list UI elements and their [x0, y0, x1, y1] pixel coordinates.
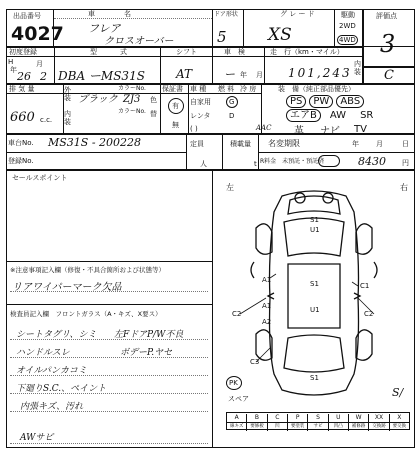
legend-code-x: X [397, 413, 402, 421]
type-value: DBA ーMS31S [58, 69, 145, 83]
doors-box [212, 9, 244, 47]
mileage-value: 101,243 [288, 66, 352, 80]
reg-label: 登録No. [8, 157, 34, 165]
inspector-line-6: AWサビ [20, 433, 54, 443]
fuel-label: 燃 料 [218, 85, 235, 93]
inspector-line-2-left: ハンドルスレ [16, 348, 70, 358]
legend-code-c: C [268, 414, 288, 422]
inspector-rule-1 [10, 339, 208, 340]
drive-box [334, 9, 363, 47]
sales-label: セールスポイント [12, 174, 68, 182]
color-no-label-2: カラーNo. [118, 108, 146, 115]
displacement-label: 排 気 量 [9, 85, 35, 93]
color-no-label: カラーNo. [118, 85, 146, 92]
inspector-line-1-left: シートタグリ、シミ [16, 330, 97, 340]
mark-s1-hood: S1 [310, 216, 319, 224]
row4-mid-line [6, 152, 186, 153]
interior-label: 内装 [354, 60, 361, 76]
cc-label: c.c. [40, 116, 53, 124]
divider-v2 [160, 47, 161, 84]
notes-label: ※注意事項記入欄（修復・不具合箇所および状態等） [10, 266, 165, 274]
color-value: ブラック [78, 94, 118, 105]
use-label: 車 種 [190, 85, 207, 93]
inspection-month-unit: 月 [256, 71, 263, 79]
legend-name-w: 補修跡 [349, 423, 369, 431]
era-label: H [8, 58, 14, 66]
repaint-label: 替 [150, 110, 157, 118]
inspection-year-unit: 年 [240, 71, 247, 79]
equip-row-2 [286, 109, 373, 122]
legend-name-b: 要修板 [247, 423, 267, 431]
spare-mark: PK [229, 379, 238, 387]
fuel-mark-g: G [229, 98, 235, 106]
equip-leather: 革 [294, 126, 304, 137]
mark-u1-hood: U1 [310, 226, 320, 234]
legend-name-u: 凹凸 [329, 423, 349, 431]
divider-v3 [212, 47, 213, 84]
lot-box [6, 9, 64, 47]
legend-code-u: U [329, 414, 349, 422]
equip-pw: PW [309, 95, 333, 108]
model-line [54, 18, 212, 19]
legend-codes-row [227, 413, 409, 423]
use-option-rental: レンタ [190, 112, 211, 120]
chassis-label: 車台No. [8, 139, 34, 147]
notes-line-1 [10, 291, 208, 292]
model-label: 車 名 [88, 10, 133, 18]
use-option-private: 自家用 [190, 98, 211, 106]
legend-code-p: P [288, 414, 308, 422]
recycle-unit: 円 [402, 159, 409, 167]
divider-v8 [261, 84, 262, 134]
inspector-line-4: 下廻りS.C.、ペイント [16, 384, 107, 394]
first-reg-label: 初度登録 [9, 48, 37, 56]
drive-option-2wd: 2WD [339, 22, 356, 30]
car-diagram [214, 178, 414, 408]
chassis-value: MS31S - 200228 [48, 136, 142, 149]
expiry-label: 名変期限 [268, 139, 300, 148]
legend-name-a: 線キズ [227, 423, 247, 431]
equip-aw: AW [329, 110, 347, 121]
interior-value: C [384, 68, 394, 83]
use-option-other: ( ) [190, 125, 198, 133]
inspector-rule-5 [10, 411, 208, 412]
expiry-unit-year: 年 [352, 140, 359, 148]
mark-c2-left: C2 [232, 310, 242, 318]
equip-tv: TV [354, 124, 367, 135]
color-label: 色 [150, 96, 157, 104]
divider-v6 [160, 84, 161, 134]
inspector-line-2-right: ボデーP.ヤセ [120, 348, 173, 358]
model-name: クロスオーバー [104, 36, 174, 47]
legend-code-xx: XX [369, 414, 389, 422]
mark-c1-right: C1 [360, 282, 370, 290]
load-label: 積載量 [230, 140, 251, 148]
drive-option-4wd: 4WD [339, 36, 356, 44]
rating-label: 評価点 [376, 12, 397, 20]
bottom-divider [212, 170, 213, 448]
color-no-value: ZJ3 [123, 94, 141, 105]
inspector-line-5: 内張キズ、汚れ [20, 402, 84, 412]
legend-code-b: B [247, 414, 267, 422]
shift-value: AT [176, 67, 193, 81]
equip-abs: ABS [336, 95, 364, 108]
direction-mark: S/ [392, 386, 404, 399]
load-unit: t [254, 160, 257, 168]
mark-a1-left: A1 [262, 276, 272, 284]
legend-name-p: 要塗装 [288, 423, 308, 431]
shift-label: シフト [176, 48, 197, 56]
expiry-unit-day: 日 [402, 140, 409, 148]
inspector-rule-4 [10, 393, 208, 394]
recycle-circle [318, 155, 340, 167]
warranty-label: 保証書 [162, 85, 183, 93]
mark-c2-right: C2 [364, 310, 374, 318]
diagram-left-label: 左 [226, 183, 234, 192]
type-label: 型 式 [90, 48, 130, 56]
inspection-value: ー [224, 68, 235, 81]
mark-leaders [240, 274, 374, 362]
cooler-value: AAC [256, 124, 272, 132]
legend-code-s: S [308, 414, 328, 422]
mark-s1-roof: S1 [310, 280, 319, 288]
model-maker: フレア [88, 22, 121, 35]
mark-a2-left: A2 [262, 318, 272, 326]
month-unit: 月 [36, 60, 43, 68]
legend-name-c: 凹 [268, 423, 288, 431]
mark-c3-left: C3 [250, 358, 260, 366]
first-reg-year: 26 [17, 70, 31, 83]
legend-names-row [227, 423, 409, 431]
doors-value: 5 [217, 28, 227, 46]
inspector-line-1-right: 左FドアP/W不良 [114, 330, 184, 340]
divider-v9 [186, 134, 187, 170]
expiry-unit-month: 月 [376, 140, 383, 148]
notes-text: リアワイパーマーク欠品 [12, 282, 122, 293]
fuel-mark-d: D [229, 112, 235, 120]
mark-u1-roof: U1 [310, 306, 320, 314]
legend-table [226, 412, 410, 430]
capacity-unit: 人 [200, 160, 207, 168]
displacement-value: 660 [10, 110, 35, 125]
warranty-no: 無 [172, 121, 179, 129]
divider-v4 [264, 47, 265, 84]
inspector-rule-2 [10, 357, 208, 358]
grade-value: XS [268, 25, 292, 45]
equip-navi: ナビ [320, 126, 340, 137]
equip-label: 装 備（純正部品優先） [278, 85, 355, 93]
capacity-label: 定員 [190, 140, 204, 148]
inspection-label: 車 検 [224, 48, 245, 56]
ext-label: 外装 [64, 86, 71, 102]
lot-number: 4027 [11, 23, 64, 45]
recycle-value: 8430 [358, 155, 386, 168]
cooler-label: 冷 房 [240, 85, 257, 93]
int-label: 内装 [64, 110, 71, 126]
equip-row-1 [286, 95, 367, 108]
rating-box [363, 9, 415, 67]
legend-code-a: A [227, 414, 247, 422]
mileage-label: 走 行（km・マイル） [270, 48, 344, 56]
equip-airbag: エアB [286, 109, 321, 122]
warranty-yes: 有 [172, 102, 179, 110]
mark-s1-trunk: S1 [310, 374, 319, 382]
first-reg-month: 2 [40, 70, 47, 83]
grade-label: グ レ ー ド [280, 10, 315, 18]
inspector-divider [6, 304, 212, 305]
divider-v1 [54, 47, 55, 84]
recycle-label: R料金 未預託・預託済 [260, 158, 325, 165]
notes-divider [6, 261, 212, 262]
row2-header-line [6, 56, 363, 57]
interior-box [363, 67, 415, 84]
inspector-label: 検査員記入欄 フロントガラス（A・キズ、X要ス） [10, 310, 162, 318]
divider-v7 [188, 84, 189, 134]
rating-value: 3 [380, 30, 396, 58]
equip-sr: SR [360, 110, 374, 121]
diagram-right-label: 右 [400, 183, 408, 192]
inspector-rule-6 [10, 443, 208, 444]
legend-name-x: 要交換 [392, 424, 407, 429]
drive-label: 駆動 [341, 11, 355, 19]
divider-v10 [222, 134, 223, 170]
year-unit: 年 [10, 66, 17, 74]
legend-code-w: W [349, 414, 369, 422]
lot-label: 出品番号 [13, 12, 41, 20]
mark-a1-left-2: A1 [262, 302, 272, 310]
spare-label: スペア [228, 395, 249, 403]
damage-marks [232, 216, 373, 382]
doors-label: ドア形状 [214, 11, 238, 18]
inspector-rule-3 [10, 375, 208, 376]
equip-ps: PS [286, 95, 306, 108]
legend-name-s: サビ [308, 423, 328, 431]
row4-right-line [258, 152, 415, 153]
inspector-line-3: オイルパンカコミ [16, 366, 87, 376]
legend-name-xx: 交換跡 [369, 423, 389, 431]
